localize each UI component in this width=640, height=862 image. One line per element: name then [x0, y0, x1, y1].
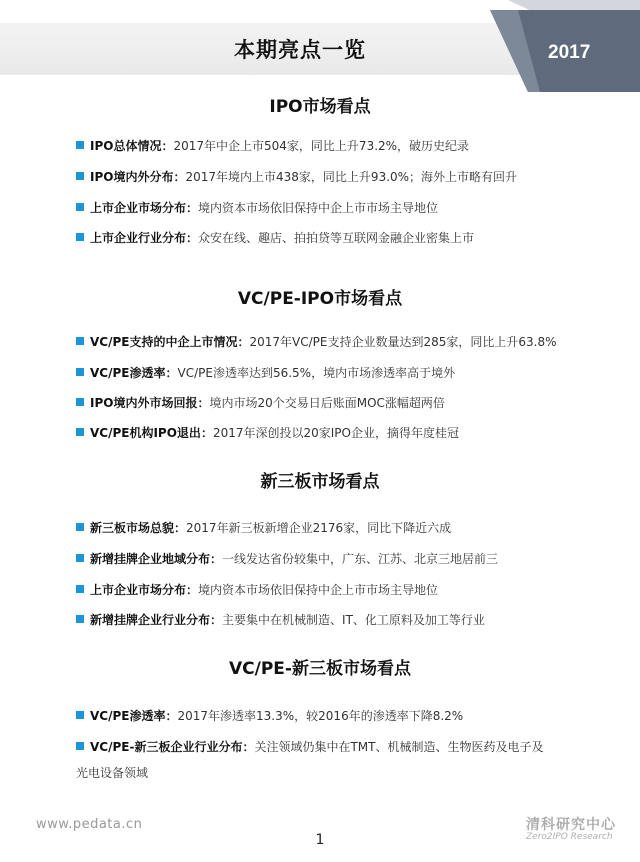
item-text: 2017年新三板新增企业2176家，同比下降近六成	[186, 521, 452, 535]
item-label: IPO境内外分布	[90, 170, 174, 184]
bullet-square-icon	[76, 337, 84, 345]
item-text: 境内资本市场依旧保持中企上市市场主导地位	[198, 583, 439, 597]
item-label: VC/PE渗透率	[90, 709, 166, 723]
item-text-continuation: 光电设备领域	[76, 766, 149, 780]
item-label: 新增挂牌企业行业分布	[90, 613, 211, 627]
item-text: 2017年渗透率13.3%，较2016年的渗透率下降8.2%	[177, 709, 464, 723]
list-item: VC/PE-新三板企业行业分布：关注领域仍集中在TMT、机械制造、生物医药及电子及 光电设备领域	[76, 740, 544, 780]
bullet-square-icon	[76, 523, 84, 531]
item-label: IPO总体情况	[90, 139, 162, 153]
section-title: 新三板市场看点	[260, 472, 380, 492]
bullet-square-icon	[76, 554, 84, 562]
section-title: IPO市场看点	[269, 97, 371, 117]
bullet-square-icon	[76, 428, 84, 436]
footer-url[interactable]: www.pedata.cn	[36, 817, 143, 832]
item-text: 关注领域仍集中在TMT、机械制造、生物医药及电子及	[254, 740, 544, 754]
item-label: VC/PE-新三板企业行业分布	[90, 740, 243, 754]
item-label: 上市企业市场分布	[90, 583, 187, 597]
item-label: 上市企业行业分布	[90, 231, 187, 245]
bullet-square-icon	[76, 203, 84, 211]
bullet-square-icon	[76, 233, 84, 241]
item-label: 新三板市场总貌	[90, 521, 175, 535]
page-title: 本期亮点一览	[234, 38, 366, 62]
item-text: 2017年境内上市438家，同比上升93.0%；海外上市略有回升	[185, 170, 518, 184]
item-label: 新增挂牌企业地域分布	[90, 552, 211, 566]
logo-chinese: 清科研究中心	[526, 817, 616, 833]
bullet-square-icon	[76, 368, 84, 376]
item-text: 2017年中企上市504家，同比上升73.2%，破历史纪录	[173, 139, 470, 153]
item-label: 上市企业市场分布	[90, 201, 187, 215]
bullet-square-icon	[76, 585, 84, 593]
item-text: VC/PE渗透率达到56.5%，境内市场渗透率高于境外	[177, 366, 456, 380]
item-text: 2017年VC/PE支持企业数量达到285家，同比上升63.8%	[249, 335, 557, 349]
item-text: 众安在线、趣店、拍拍贷等互联网金融企业密集上市	[198, 231, 475, 245]
section-title: VC/PE-IPO市场看点	[237, 289, 403, 309]
section-vcpe-new-third-board	[0, 657, 640, 681]
item-text: 2017年深创投以20家IPO企业，摘得年度桂冠	[212, 426, 459, 440]
page-number: 1	[315, 832, 325, 848]
item-text: 境内市场20个交易日后账面MOC涨幅超两倍	[209, 396, 445, 410]
item-label: VC/PE支持的中企上市情况	[90, 335, 238, 349]
bullet-square-icon	[76, 615, 84, 623]
bullet-square-icon	[76, 141, 84, 149]
item-text: 境内资本市场依旧保持中企上市市场主导地位	[198, 201, 439, 215]
bullet-square-icon	[76, 742, 84, 750]
bullet-square-icon	[76, 172, 84, 180]
item-label: VC/PE机构IPO退出	[90, 426, 201, 440]
item-text: 一线发达省份较集中，广东、江苏、北京三地居前三	[222, 552, 499, 566]
section-vcpe-ipo	[0, 287, 640, 311]
bullet-square-icon	[76, 398, 84, 406]
bullet-square-icon	[76, 711, 84, 719]
section-new-third-board	[0, 470, 640, 494]
year-badge: 2017	[548, 42, 591, 63]
item-label: IPO境内外市场回报	[90, 396, 198, 410]
logo-english: Zero2IPO Research	[526, 832, 613, 842]
section-ipo	[0, 95, 640, 119]
item-text: 主要集中在机械制造、IT、化工原料及加工等行业	[222, 613, 485, 627]
section-title: VC/PE-新三板市场看点	[229, 659, 411, 679]
item-label: VC/PE渗透率	[90, 366, 166, 380]
